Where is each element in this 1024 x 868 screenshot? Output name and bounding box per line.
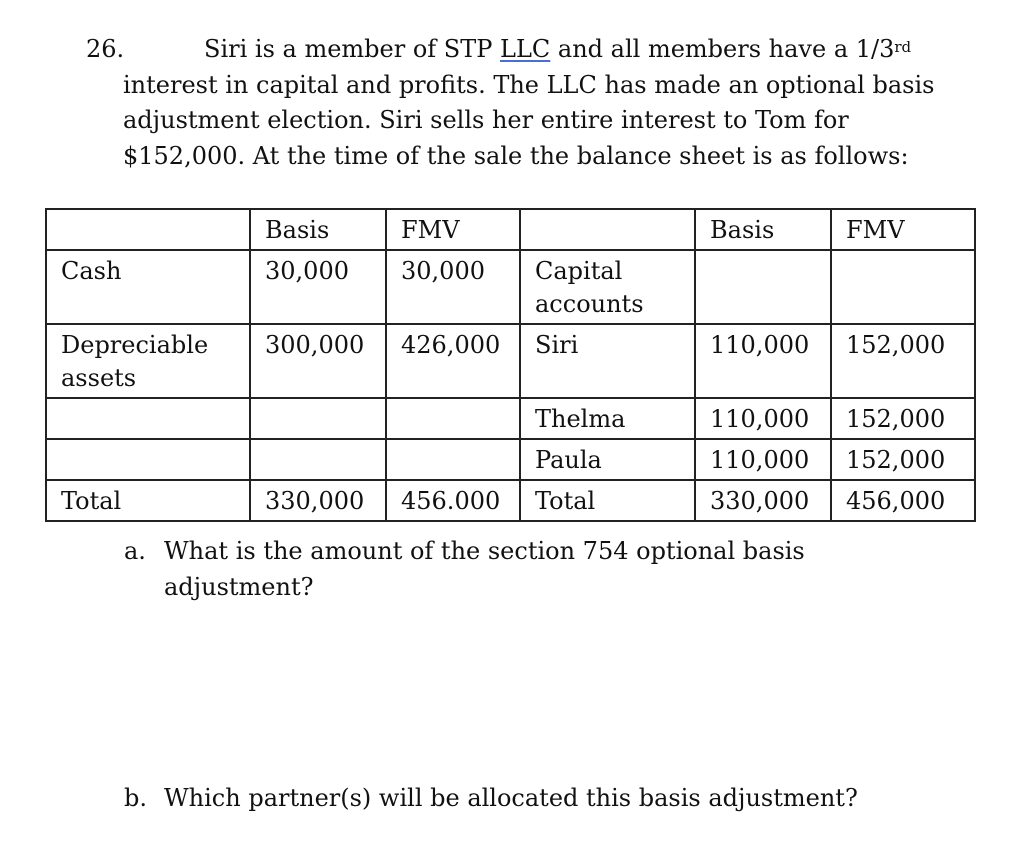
question-b xyxy=(124,781,1004,817)
table-row xyxy=(46,324,975,398)
problem-line-1: 26. Siri is a member of STP LLC and all members have a 1/3rd xyxy=(86,32,1006,68)
problem-line-2: interest in capital and profits. The LLC has made an optional basis xyxy=(123,70,935,99)
asset-basis: 30,000 xyxy=(250,250,386,324)
asset-basis xyxy=(250,398,386,439)
capital-basis xyxy=(695,250,831,324)
asset-fmv: 426,000 xyxy=(386,324,520,398)
capital-basis: 330,000 xyxy=(695,480,831,521)
llc-underlined: LLC xyxy=(500,35,551,63)
asset-basis: 330,000 xyxy=(250,480,386,521)
asset-fmv: 30,000 xyxy=(386,250,520,324)
capital-fmv: 456,000 xyxy=(831,480,975,521)
asset-basis xyxy=(250,439,386,480)
header-basis-capital: Basis xyxy=(695,209,831,250)
account-name: Paula xyxy=(520,439,695,480)
asset-name: Total xyxy=(46,480,250,521)
capital-fmv: 152,000 xyxy=(831,439,975,480)
problem-line-3: adjustment election. Siri sells her entire interest to Tom for xyxy=(123,106,849,134)
question-a xyxy=(124,534,1004,605)
table-row xyxy=(46,398,975,439)
question-letter: a. xyxy=(124,537,146,565)
problem-line-4: $152,000. At the time of the sale the balance sheet is as follows: xyxy=(123,141,909,170)
asset-name xyxy=(46,398,250,439)
question-text: Which partner(s) will be allocated this basis adjustment? xyxy=(164,784,858,812)
capital-basis: 110,000 xyxy=(695,324,831,398)
capital-fmv xyxy=(831,250,975,324)
account-name: Total xyxy=(520,480,695,521)
asset-name: Cash xyxy=(46,250,250,324)
header-row xyxy=(46,209,975,250)
question-letter: b. xyxy=(124,784,147,812)
account-name: Capital accounts xyxy=(520,250,695,324)
header-empty-cell xyxy=(520,209,695,250)
asset-fmv: 456.000 xyxy=(386,480,520,521)
problem-number: 26. xyxy=(86,35,125,63)
problem-statement xyxy=(86,32,1006,174)
account-name: Siri xyxy=(520,324,695,398)
account-name: Thelma xyxy=(520,398,695,439)
superscript: rd xyxy=(894,38,912,56)
capital-fmv: 152,000 xyxy=(831,324,975,398)
table-row xyxy=(46,439,975,480)
total-row xyxy=(46,480,975,521)
asset-name xyxy=(46,439,250,480)
balance-sheet-table xyxy=(45,208,976,522)
header-basis: Basis xyxy=(250,209,386,250)
header-fmv: FMV xyxy=(386,209,520,250)
asset-basis: 300,000 xyxy=(250,324,386,398)
question-text: adjustment? xyxy=(164,572,314,601)
header-empty-cell xyxy=(46,209,250,250)
asset-fmv xyxy=(386,439,520,480)
capital-basis: 110,000 xyxy=(695,398,831,439)
table-row xyxy=(46,250,975,324)
asset-name: Depreciable assets xyxy=(46,324,250,398)
header-fmv-capital: FMV xyxy=(831,209,975,250)
asset-fmv xyxy=(386,398,520,439)
capital-fmv: 152,000 xyxy=(831,398,975,439)
capital-basis: 110,000 xyxy=(695,439,831,480)
question-text: What is the amount of the section 754 optional basis xyxy=(164,537,805,565)
